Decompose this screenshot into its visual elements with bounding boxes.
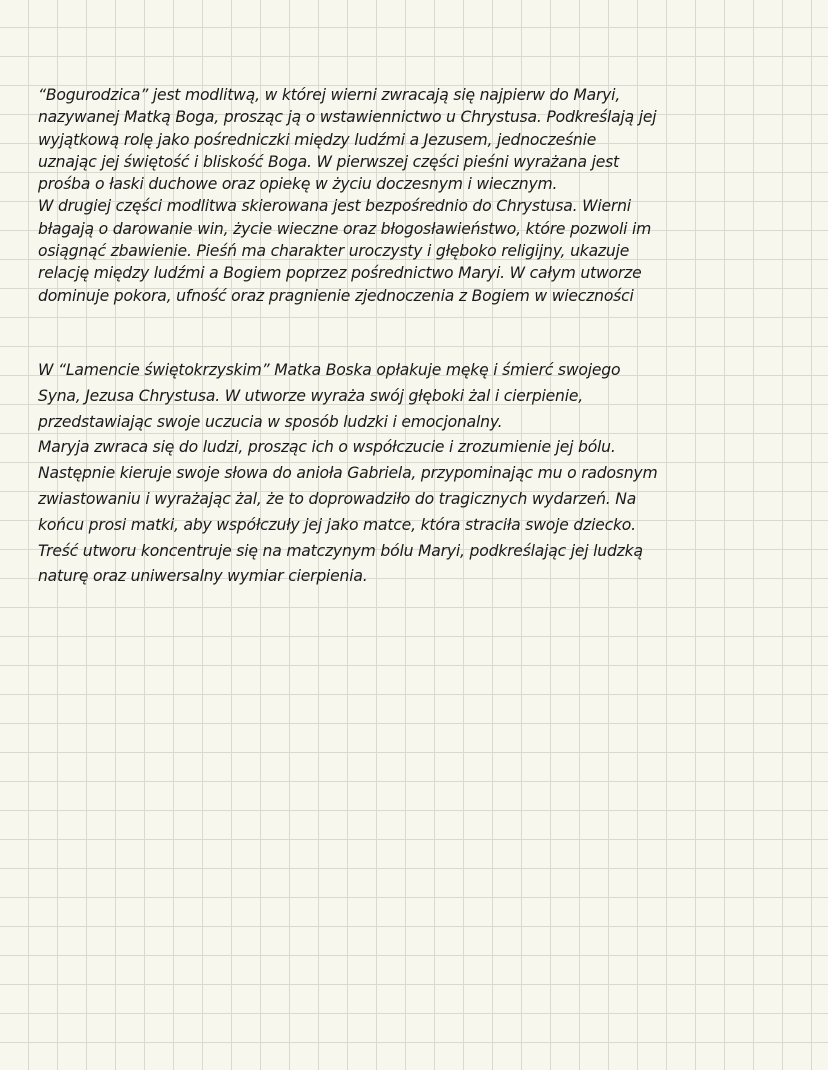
text-line: Następnie kieruje swoje słowa do anioła Gabriela, przypominając mu o radosnym — [38, 464, 658, 483]
text-line: naturę oraz uniwersalny wymiar cierpienia. — [38, 567, 368, 586]
text-line: nazywanej Matką Boga, prosząc ją o wstawiennictwo u Chrystusa. Podkreślają jej — [38, 108, 657, 127]
text-line: Maryja zwraca się do ludzi, prosząc ich o współczucie i zrozumienie jej bólu. — [38, 438, 616, 457]
text-line: prośba o łaski duchowe oraz opiekę w życiu doczesnym i wiecznym. — [38, 175, 558, 194]
paragraph-lament-swietokrzyski — [38, 358, 657, 590]
text-line: Syna, Jezusa Chrystusa. W utworze wyraża swój głęboki żal i cierpienie, — [38, 386, 584, 405]
text-line: dominuje pokora, ufność oraz pragnienie zjednoczenia z Bogiem w wieczności — [38, 286, 634, 305]
text-line: W drugiej części modlitwa skierowana jest bezpośrednio do Chrystusa. Wierni — [38, 197, 631, 216]
text-line: końcu prosi matki, aby współczuły jej jako matce, która straciła swoje dziecko. — [38, 515, 636, 534]
text-line: zwiastowaniu i wyrażając żal, że to doprowadziło do tragicznych wydarzeń. Na — [38, 489, 637, 508]
text-line: wyjątkową rolę jako pośredniczki między ludźmi a Jezusem, jednocześnie — [38, 130, 597, 149]
text-line: W “Lamencie świętokrzyskim” Matka Boska opłakuje mękę i śmierć swojego — [38, 361, 621, 379]
text-line: uznając jej świętość i bliskość Boga. W pierwszej części pieśni wyrażana jest — [38, 152, 619, 171]
text-line: przedstawiając swoje uczucia w sposób ludzki i emocjonalny. — [38, 412, 503, 431]
text-line: relację między ludźmi a Bogiem poprzez pośrednictwo Maryi. W całym utworze — [38, 264, 642, 283]
text-line: błagają o darowanie win, życie wieczne oraz błogosławieństwo, które pozwoli im — [38, 219, 652, 238]
paragraph-bogurodzica — [38, 84, 656, 307]
text-line: “Bogurodzica” jest modlitwą, w której wierni zwracają się najpierw do Maryi, — [38, 86, 621, 104]
text-line: Treść utworu koncentruje się na matczynym bólu Maryi, podkreślając jej ludzką — [38, 541, 643, 560]
text-line: osiągnąć zbawienie. Pieśń ma charakter uroczysty i głęboko religijny, ukazuje — [38, 242, 630, 261]
